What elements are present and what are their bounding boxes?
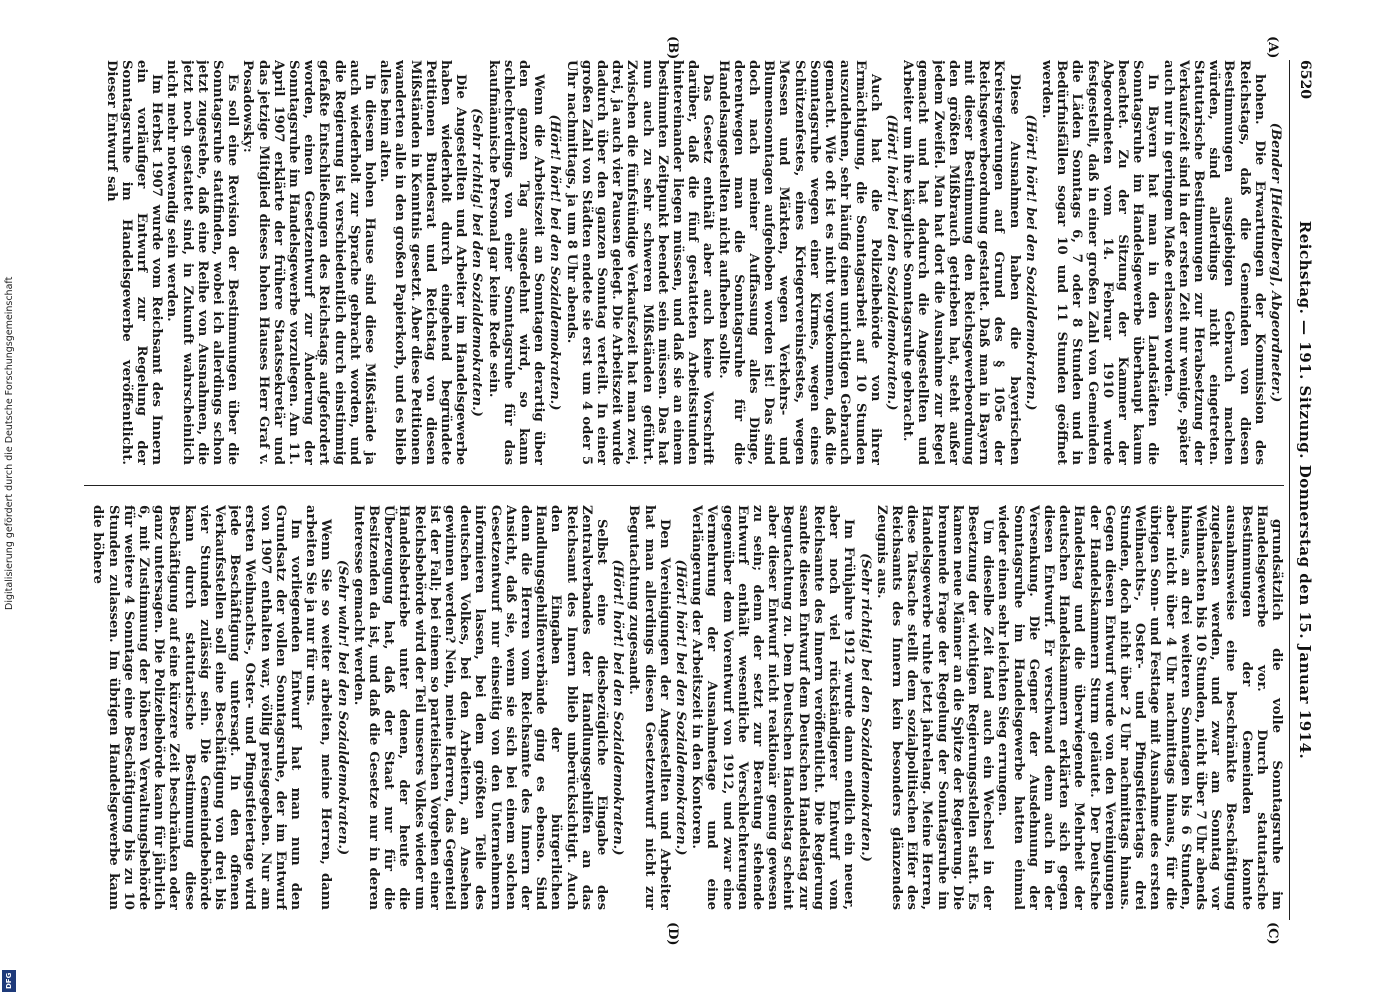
margin-mark-b: (B) [665,36,680,60]
paragraph: In Bayern hat man in den Landstädten die Sonntagsruhe im Handelsgewerbe überhaupt kaum beachtet. Zu der Sitzung der Kammer der Abgeordneten vom 14. Februar 1910 wurde festgestellt, daß in einer großen Zahl von Gemeinden die Läden Sonntags 6, 7 oder 8 Stunden und in Bedürfnisfällen sogar 10 und 11 Stunden geöffnet werden. [1038,60,1161,465]
paragraph: (Hört! hört! bei den Sozialdemokraten.) [547,114,563,411]
page-number: 6520 [1297,60,1313,99]
digitization-credit: Digitalisierung gefördert durch die Deutsche Forschungsgemeinschaft [4,276,15,610]
paragraph: In diesem hohen Hause sind diese Mißstände ja auch wiederholt zur Sprache gebracht worden, und die Regierung ist verschiedentlich durch einstimmig gefaßte Entschließungen des Reichstags aufgefordert worden, einen Gesetzentwurf zur Änderung der Sonntagsruhe im Handelsgewerbe vorzulegen. Am 11. April 1907 erklärte der frühere Staatssekretär und das jetzige Mitglied dieses hohen Hauses Herr Graf v. Posadowsky: [240,60,378,465]
paragraph: (Hört! hört! bei den Sozialdemokraten.) [1022,114,1038,411]
paragraph: (Hört! hört! bei den Sozialdemokraten.) [883,114,899,411]
paragraph: (Sehr wahr! bei den Sozialdemokraten.) [334,559,350,856]
paragraph: Diese Ausnahmen haben die bayerischen Kreisregierungen auf Grund des § 105e der Reichsgewerbeordnung gestattet. Daß man in Bayern mit dieser Bestimmung den Reichsgewerbeordnung den größten Mißbrauch getrieben hat, steht außer jedem Zweifel. Man hat dort die Ausnahme zur Regel gemacht und hat dadurch die Angestellten und Arbeiter um ihre kärgliche Sonntagsruhe gebracht. [900,60,1022,465]
paragraph: (Bender [Heidelberg], Abgeordneter.) [1268,122,1283,403]
paragraph: Im vorliegenden Entwurf hat man nun den Grundsatz der vollen Sonntagsruhe, der im Entwurf von 1907 enthalten war, völlig preisgegeben. Nur am ersten Weihnachts-, Oster- und Pfingstfeiertage wird jede Beschäftigung untersagt. In den offenen Verkaufsstellen soll eine Beschäftigung von drei bis vier Stunden zulässig sein. Die Gemeindebehörde kann durch statutarische Bestimmung diese Beschäftigung auf eine kürzere Zeit beschränken oder ganz untersagen. Die Polizeibehörde kann für jährlich 6, mit Zustimmung der höheren Verwaltungsbehörde für weitere 4 Sonntage eine Beschäftigung bis zu 10 Stunden zulassen. Im übrigen Handelsgewerbe kann die höhere [90,505,303,910]
page-title: Reichstag. — 191. Sitzung. Donnerstag den 15. Januar 1914. [1296,220,1314,760]
column-divider [84,485,1284,486]
paragraph: Selbst eine diesbezügliche Eingabe des Zentralverbandes der Handlungsgehilfen an das Reichsamt des Innern blieb unberücksichtigt. Auch den Eingaben der bürgerlichen Handlungsgehilfenverbände ging es ebenso. Sind denn die Herren vom Reichsamte des Innern der Ansicht, daß sie, wenn sie sich bei einem solchen Gesetzentwurf nur einseitig von den Unternehmern informieren lassen, bei dem größten Teile des deutschen Volkes, bei den Arbeitern, an Ansehen gewinnen werden? Nein, meine Herren, das Gegenteil ist der Fall; bei einem so parteiischen Vorgehen einer Reichsbehörde wird der Teil unseres Volkes wieder um Handelsbetriebe unter denen, der heute die Überzeugung hat, daß der Staat nur für die Besitzenden da ist, und daß die Gesetze nur in deren Interesse gemacht werden. [350,505,610,910]
paragraph: (Sehr richtig! bei den Sozialdemokraten.) [857,553,873,862]
paragraph: Es soll eine Revision der Bestimmungen über die Sonntagsruhe stattfinden, wobei ich allerdings schon jetzt zugestehe, daß eine Reihe von Ausnahmen, die jetzt noch gestattet sind, in Zukunft wahrscheinlich nicht mehr notwendig sein werden. [164,60,241,465]
paragraph: (Hört! hört! bei den Sozialdemokraten.) [610,559,626,856]
paragraph: grundsätzlich die volle Sonntagsruhe im Handelsgewerbe vor. Durch statutarische Bestimmungen der Gemeinden konnte ausnahmsweise eine beschränkte Beschäftigung zugelassen werden, und zwar am Sonntag vor Weihnachten bis 10 Stunden, nicht über 7 Uhr abends hinaus, an drei weiteren Sonntagen bis 6 Stunden, aber nicht über 4 Uhr nachmittags hinaus, für die übrigen Sonn- und Festtage mit Ausnahme des ersten Weihnachts-, Oster- und Pfingstfeiertags drei Stunden, doch nicht über 2 Uhr nachmittags hinaus. Gegen diesen Entwurf wurde von den Vereinigungen der Handelskammern Sturm geläutet. Der Deutsche Handelstag und die überwiegende Mehrheit der deutschen Handelskammern erklärten sich gegen diesen Entwurf. Er verschwand denn auch in der Versenkung. Die Gegner der Ausdehnung der Sonntagsruhe im Handelsgewerbe hatten einmal wieder einen sehr leichten Sieg errungen. [995,505,1284,910]
paragraph: Auch hat die Polizeibehörde von ihrer Ermächtigung, die Sonntagsarbeit auf 10 Stunden auszudehnen, sehr häufig einen unrichtigen Gebrauch gemacht. Wie oft ist es nicht vorgekommen, daß die Sonntagsruhe wegen einer Kirmes, wegen eines Schützenfestes, eines Kriegervereinsfestes, wegen Messen und Märkten, wegen Verkehrs- und Blumensonntagen aufgehoben worden ist! Das sind doch nach meiner Auffassung alles Dinge, derentwegen man die Sonntagsruhe für die Handelsangestellten nicht aufheben sollte. [715,60,883,465]
paragraph: (Sehr richtig! bei den Sozialdemokraten.) [469,108,485,417]
paragraph: Im Frühjahre 1912 wurde dann endlich ein neuer, aber noch viel rückständigerer Entwurf vom Reichsamte des Innern veröffentlicht. Die Regierung sandte diesen Entwurf dem Deutschen Handelstag zur Begutachtung zu. Dem Deutschen Handelstag scheint aber dieser Entwurf nicht reaktionär genug gewesen zu sein; denn der setzt zur Beratung stehende Entwurf enthält wesentliche Verschlechterungen gegenüber dem Vorentwurf von 1912, und zwar eine Vermehrung der Ausnahmetage und eine Verlängerung der Arbeitszeit in den Kontoren. [689,505,857,910]
dfg-logo: DFG [2,970,16,992]
paragraph: Das Gesetz enthält aber auch keine Vorschrift darüber, daß die fünf gestatteten Arbeitsstunden hintereinander liegen müssen, und daß sie an einem bestimmten Zeitpunkt beendet sein müssen. Das hat nun auch zu sehr schweren Mißständen geführt. Zwischen die fünfstündige Verkaufszeit hat man zwei, drei, ja auch vier Pausen gelegt. Die Arbeitszeit wurde dadurch über den ganzen Sonntag verteilt. In einer großen Zahl von Städten endete sie erst um 4 oder 5 Uhr nachmittags, ja um 8 Uhr abends. [563,60,716,465]
margin-mark-c: (C) [1265,922,1280,945]
paragraph: Wenn die Arbeitszeit an Sonntagen derartig über den ganzen Tag ausgedehnt wird, so kann schlechterdings von einer Sonntagsruhe für das kaufmännische Personal gar keine Rede sein. [485,60,547,465]
paragraph: (Hört! hört! bei den Sozialdemokraten.) [673,559,689,856]
right-column [84,505,1284,910]
paragraph: Im Herbst 1907 wurde vom Reichsamt des Innern ein vorläufiger Entwurf zur Regelung der Sonntagsruhe im Handelsgewerbe veröffentlicht. Dieser Entwurf sah [103,60,165,465]
margin-mark-d: (D) [665,922,680,946]
left-column [84,60,1284,465]
paragraph: Die Angestellten und Arbeiter im Handelsgewerbe haben wiederholt durch eingehend begründete Petitionen Bundesrat und Reichstag von diesen Mißständen in Kenntnis gesetzt. Aber diese Petitionen wanderten alle in den großen Papierkorb, und es blieb alles beim alten. [377,60,469,465]
paragraph: hohen. Die Erwartungen der Kommission des Reichstags, daß die Gemeinden von diesen Bestimmungen ausgiebigen Gebrauch machen würden, sind allerdings nicht eingetreten. Statutarische Bestimmungen zur Herabsetzung der Verkaufszeit sind in der ersten Zeit nur wenige, später auch nur in geringem Maße erlassen worden. [1160,60,1267,465]
document-page [50,36,1320,946]
paragraph: Wenn Sie so weiter arbeiten, meine Herren, dann arbeiten Sie ja nur für uns. [303,505,334,910]
margin-mark-a: (A) [1265,36,1280,59]
paragraph: Den Vereinigungen der Angestellten und Arbeiter hat man allerdings diesen Gesetzentwurf nicht zur Begutachtung zugesandt. [626,505,672,910]
page-header [1289,60,1320,920]
paragraph: Um dieselbe Zeit fand auch ein Wechsel in der Besetzung der wichtigen Regierungsstellen statt. Es kamen neue Männer an die Spitze der Regierung. Die brennende Frage der Regelung der Sonntagsruhe im Handelsgewerbe ruhte jetzt jahrelang. Meine Herren, diese Tatsache stellt dem sozialpolitischen Eifer des Reichsamts des Innern kein besonders glänzendes Zeugnis aus. [873,505,996,910]
